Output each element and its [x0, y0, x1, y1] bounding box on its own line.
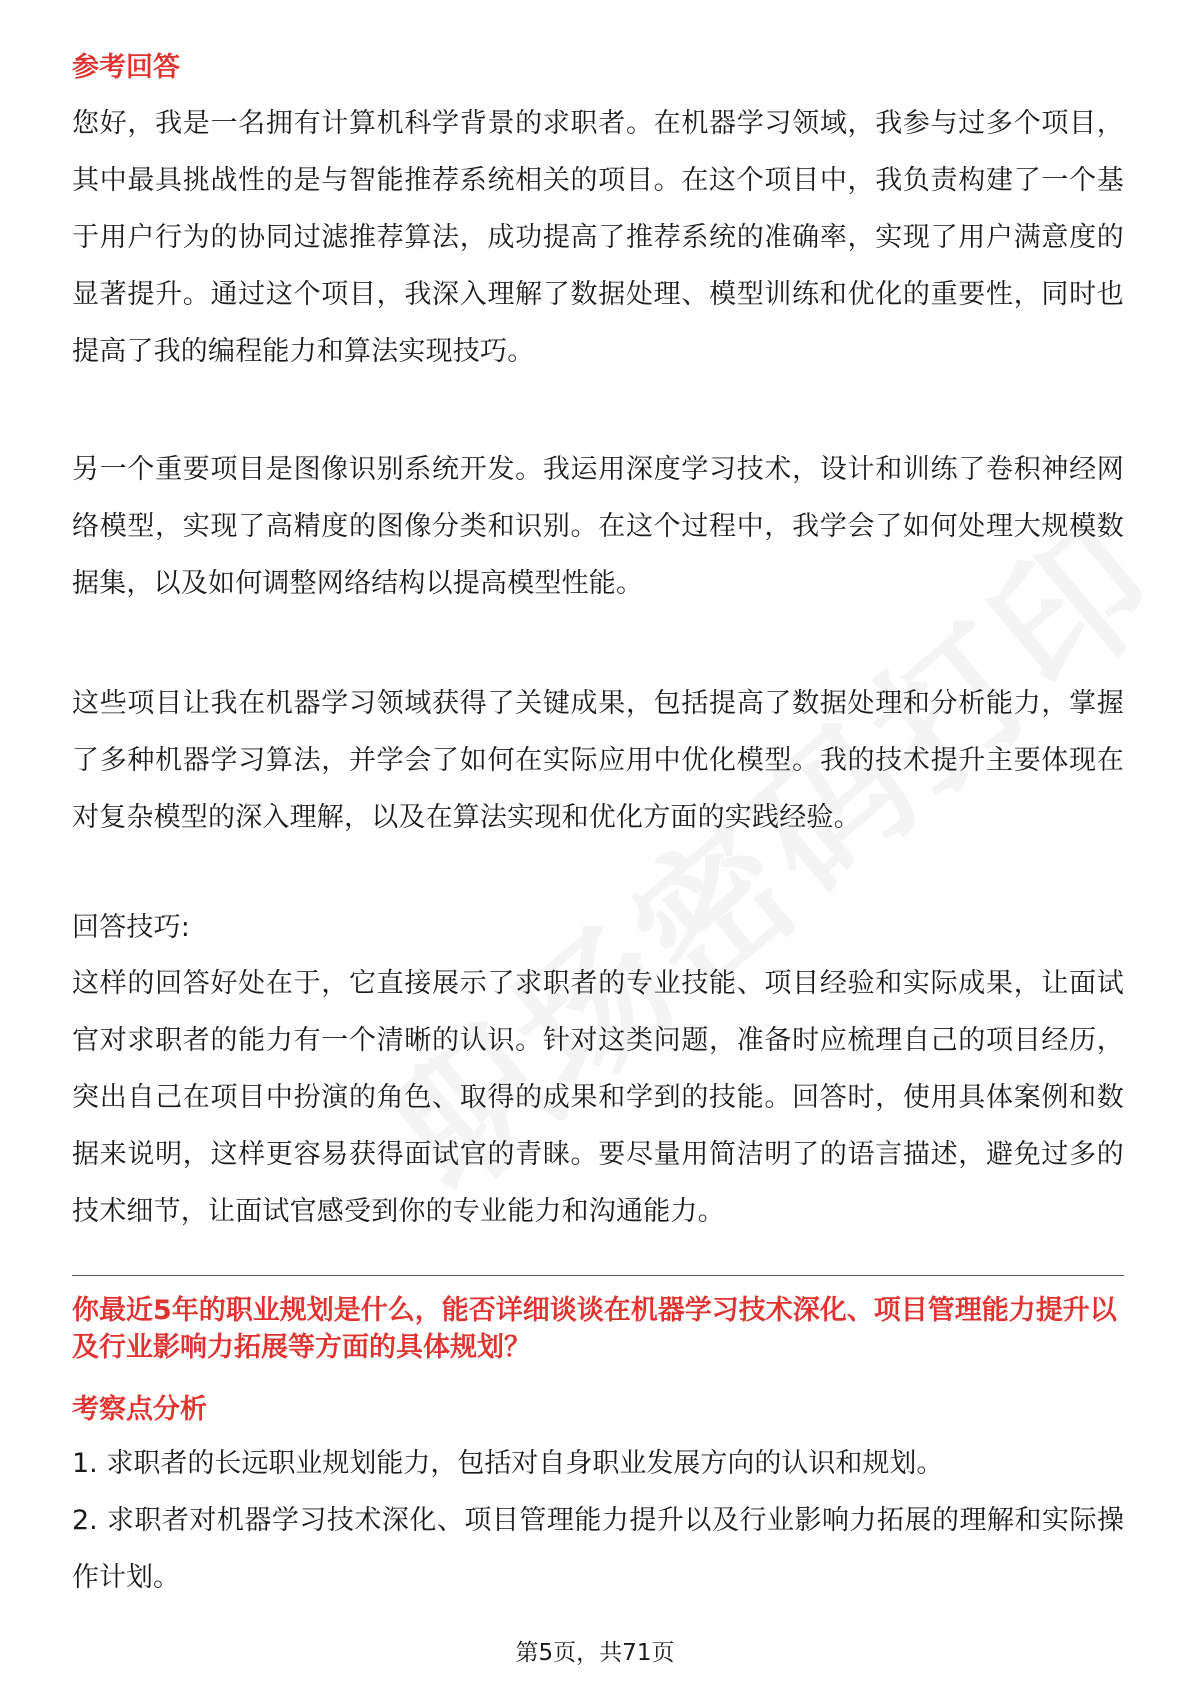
- reference-answer-heading: 参考回答: [72, 52, 180, 83]
- list-item: 2. 求职者对机器学习技术深化、项目管理能力提升以及行业影响力拓展的理解和实际操作计划。: [72, 1505, 1124, 1593]
- interview-question: 你最近5年的职业规划是什么，能否详细谈谈在机器学习技术深化、项目管理能力提升以及行业影响力拓展等方面的具体规划？: [72, 1295, 1117, 1363]
- list-item: 1. 求职者的长远职业规划能力，包括对自身职业发展方向的认识和规划。: [72, 1448, 944, 1479]
- tips-paragraph: 这样的回答好处在于，它直接展示了求职者的专业技能、项目经验和实际成果，让面试官对求职者的能力有一个清晰的认识。针对这类问题，准备时应梳理自己的项目经历，突出自己在项目中扮演的角色、取得的成果和学到的技能。回答时，使用具体案例和数据来说明，这样更容易获得面试官的青睐。要尽量用简洁明了的语言描述，避免过多的技术细节，让面试官感受到你的专业能力和沟通能力。: [72, 968, 1124, 1227]
- answer-paragraph-2: 另一个重要项目是图像识别系统开发。我运用深度学习技术，设计和训练了卷积神经网络模型，实现了高精度的图像分类和识别。在这个过程中，我学会了如何处理大规模数据集，以及如何调整网络结构以提高模型性能。: [72, 454, 1124, 599]
- page-number: 第5页，共71页: [515, 1640, 675, 1666]
- analysis-list: [72, 1435, 1124, 1606]
- analysis-heading: 考察点分析: [72, 1394, 207, 1425]
- answer-paragraph-1: 您好，我是一名拥有计算机科学背景的求职者。在机器学习领域，我参与过多个项目，其中最具挑战性的是与智能推荐系统相关的项目。在这个项目中，我负责构建了一个基于用户行为的协同过滤推荐算法，成功提高了推荐系统的准确率，实现了用户满意度的显著提升。通过这个项目，我深入理解了数据处理、模型训练和优化的重要性，同时也提高了我的编程能力和算法实现技巧。: [72, 108, 1124, 367]
- section-divider: [72, 1275, 1124, 1276]
- tips-title: 回答技巧:: [72, 912, 191, 943]
- answer-paragraph-3: 这些项目让我在机器学习领域获得了关键成果，包括提高了数据处理和分析能力，掌握了多种机器学习算法，并学会了如何在实际应用中优化模型。我的技术提升主要体现在对复杂模型的深入理解，以及在算法实现和优化方面的实践经验。: [72, 688, 1124, 833]
